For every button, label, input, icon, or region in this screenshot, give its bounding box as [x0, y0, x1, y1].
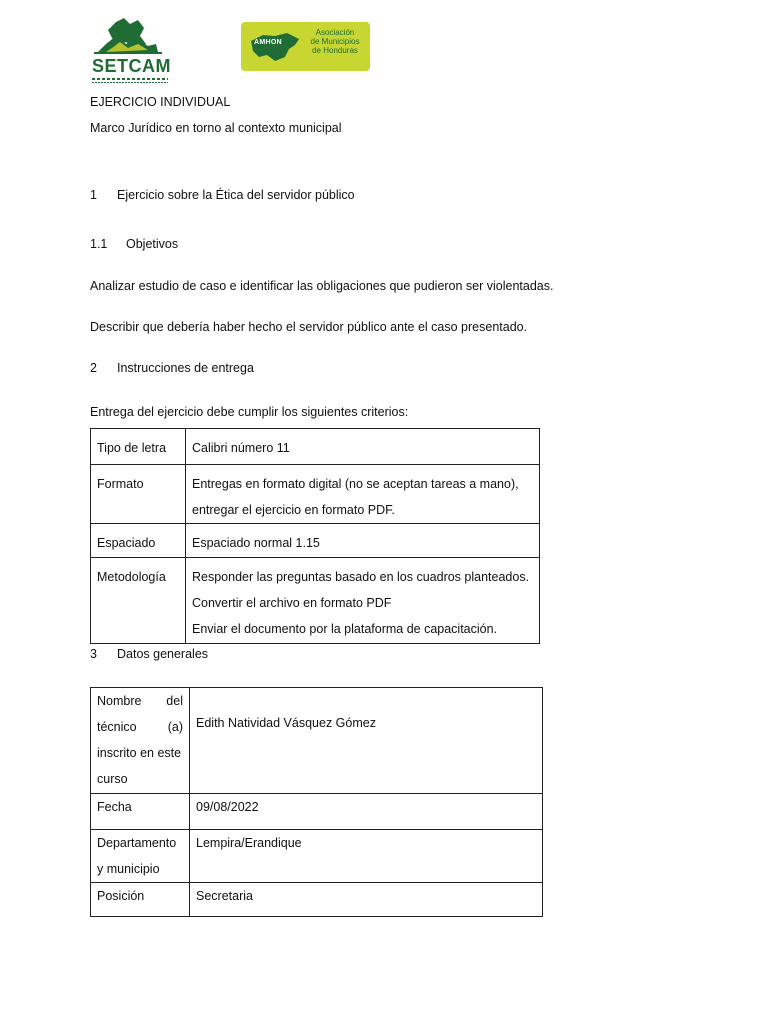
section-1-title: Ejercicio sobre la Ética del servidor público	[117, 188, 355, 202]
setcam-map-icon	[86, 14, 172, 58]
date-value: 09/08/2022	[196, 800, 259, 814]
table-value-line: Calibri número 11	[192, 441, 290, 455]
setcam-tagline-mark-2	[92, 82, 168, 83]
table-value-line: Espaciado normal 1.15	[192, 536, 320, 550]
table-row	[91, 465, 540, 524]
table-key-cell	[91, 794, 190, 830]
table-key-line: inscrito en este	[97, 746, 182, 760]
section-1-1-number: 1.1	[90, 237, 108, 251]
general-data-table	[90, 687, 543, 917]
table-value-cell	[190, 794, 543, 830]
table-key-line: Posición	[97, 889, 145, 903]
table-key-cell	[91, 830, 190, 883]
table-value-line: Responder las preguntas basado en los cuadros planteados.	[192, 570, 530, 584]
table-key-cell: Espaciado	[91, 524, 186, 558]
table-row	[91, 883, 543, 917]
position-value: Secretaria	[196, 889, 253, 903]
table-value-cell	[186, 524, 540, 558]
section-3-title: Datos generales	[117, 647, 209, 661]
honduras-map-icon	[245, 27, 305, 67]
section-2-number: 2	[90, 361, 97, 375]
table-row	[91, 830, 543, 883]
section-1-number: 1	[90, 188, 97, 202]
table-value-line: Enviar el documento por la plataforma de capacitación.	[192, 622, 498, 636]
delivery-criteria-table	[90, 428, 540, 644]
table-value-cell	[190, 883, 543, 917]
table-value-cell	[186, 429, 540, 465]
table-key-cell	[91, 883, 190, 917]
objective-paragraph-1: Analizar estudio de caso e identificar las obligaciones que pudieron ser violentadas.	[90, 279, 554, 293]
table-value-cell	[190, 688, 543, 794]
section-1-1-title: Objetivos	[126, 237, 179, 251]
table-row	[91, 558, 540, 644]
table-key-cell: Formato	[91, 465, 186, 524]
table-row	[91, 429, 540, 465]
objective-paragraph-2: Describir que debería haber hecho el servidor público ante el caso presentado.	[90, 320, 528, 334]
setcam-logo	[86, 14, 172, 84]
table-key-line: Fecha	[97, 800, 132, 814]
amhon-badge: AMHON	[254, 39, 282, 46]
department-municipality-value: Lempira/Erandique	[196, 836, 302, 850]
amhon-name	[304, 28, 366, 55]
document-title: EJERCICIO INDIVIDUAL	[90, 95, 231, 109]
table-key-line: curso	[97, 772, 128, 786]
table-key-cell: Tipo de letra	[91, 429, 186, 465]
table-row	[91, 524, 540, 558]
table-value-cell	[186, 465, 540, 524]
table-row	[91, 688, 543, 794]
section-3-number: 3	[90, 647, 97, 661]
amhon-line: de Municipios	[310, 37, 360, 46]
amhon-line: de Honduras	[312, 46, 358, 55]
amhon-line: Asociación	[315, 28, 355, 37]
setcam-tagline-mark	[92, 78, 168, 80]
amhon-logo	[241, 22, 370, 71]
technician-name: Edith Natividad Vásquez Gómez	[196, 716, 376, 730]
table-key-line: y municipio	[97, 862, 160, 876]
table-key-cell: Metodología	[91, 558, 186, 644]
table-value-line: Convertir el archivo en formato PDF	[192, 596, 392, 610]
table-key-line: Departamento	[97, 836, 177, 850]
setcam-wordmark: SETCAM	[92, 56, 171, 76]
document-subtitle: Marco Jurídico en torno al contexto municipal	[90, 121, 342, 135]
section-2-title: Instrucciones de entrega	[117, 361, 254, 375]
table-row	[91, 794, 543, 830]
table-value-line: entregar el ejercicio en formato PDF.	[192, 503, 395, 517]
table-value-cell	[186, 558, 540, 644]
table-key-line: técnico (a)	[97, 720, 183, 734]
section-2-intro: Entrega del ejercicio debe cumplir los siguientes criterios:	[90, 405, 409, 419]
table-key-cell	[91, 688, 190, 794]
table-value-line: Entregas en formato digital (no se aceptan tareas a mano),	[192, 477, 519, 491]
table-value-cell	[190, 830, 543, 883]
table-key-line: Nombre del	[97, 694, 183, 708]
